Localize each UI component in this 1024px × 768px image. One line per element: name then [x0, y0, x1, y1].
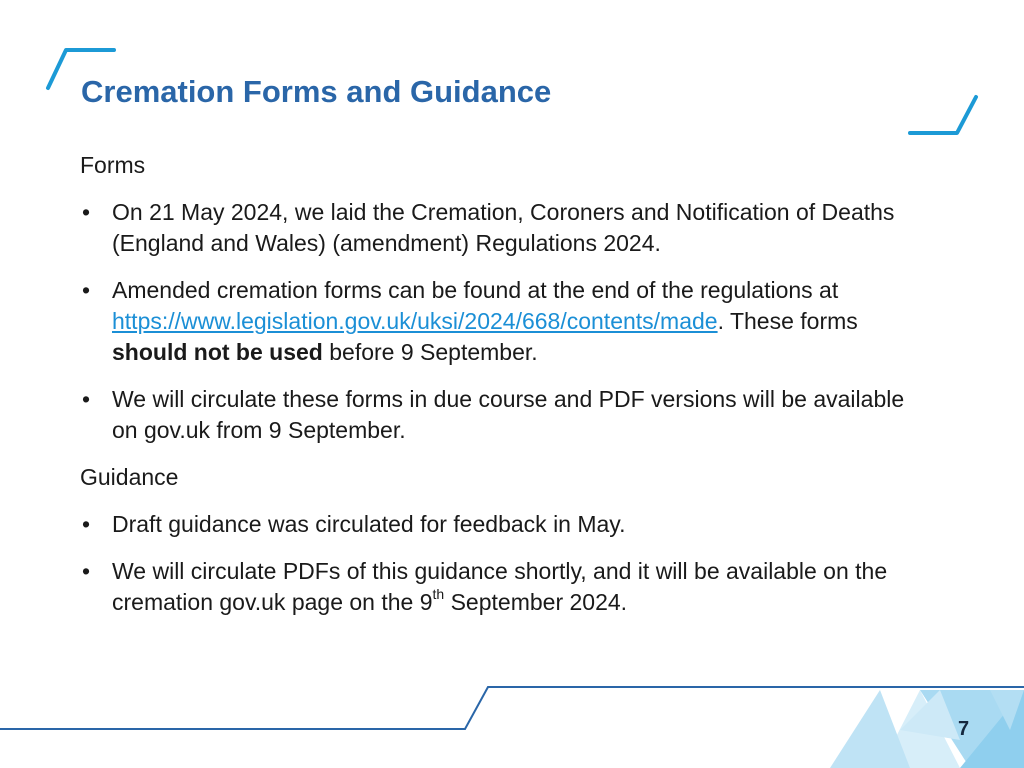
bullet-dot: • [82, 277, 91, 303]
guidance-bullet-1 [80, 509, 920, 540]
page-number: 7 [958, 718, 970, 740]
bullet-text-pre: Amended cremation forms can be found at the end of the regulations at [112, 277, 839, 303]
guidance-bullet-2 [80, 556, 920, 618]
bullet-dot: • [82, 199, 91, 225]
bullet-text-mid: . These forms [717, 308, 858, 334]
bullet-text: On 21 May 2024, we laid the Cremation, Coroners and Notification of Deaths (England and Wales) (amendment) Regulations 2024. [112, 199, 895, 256]
bullet-text-bold: should not be used [112, 339, 323, 365]
slide-content [80, 150, 920, 634]
forms-bullet-3 [80, 384, 920, 446]
forms-bullet-1 [80, 197, 920, 259]
bullet-dot: • [82, 558, 91, 584]
bullet-text-pre: We will circulate PDFs of this guidance shortly, and it will be available on the cremation gov.uk page on the 9 [112, 558, 888, 615]
ordinal-suffix: th [432, 586, 445, 603]
bullet-text: We will circulate these forms in due course and PDF versions will be available on gov.uk from 9 September. [112, 386, 905, 443]
right-accent [910, 97, 976, 133]
bullet-text: Draft guidance was circulated for feedback in May. [112, 511, 626, 537]
bullet-dot: • [82, 386, 91, 412]
slide-title: Cremation Forms and Guidance [81, 74, 552, 109]
footer-triangle-pattern [830, 690, 1024, 768]
guidance-heading: Guidance [80, 464, 179, 490]
bullet-text-post: September 2024. [444, 589, 628, 615]
forms-bullet-2 [80, 275, 920, 368]
forms-heading: Forms [80, 152, 146, 178]
bullet-dot: • [82, 511, 91, 537]
bullet-text-post: before 9 September. [322, 339, 538, 365]
legislation-link[interactable]: https://www.legislation.gov.uk/uksi/2024/668/contents/made [112, 308, 718, 334]
